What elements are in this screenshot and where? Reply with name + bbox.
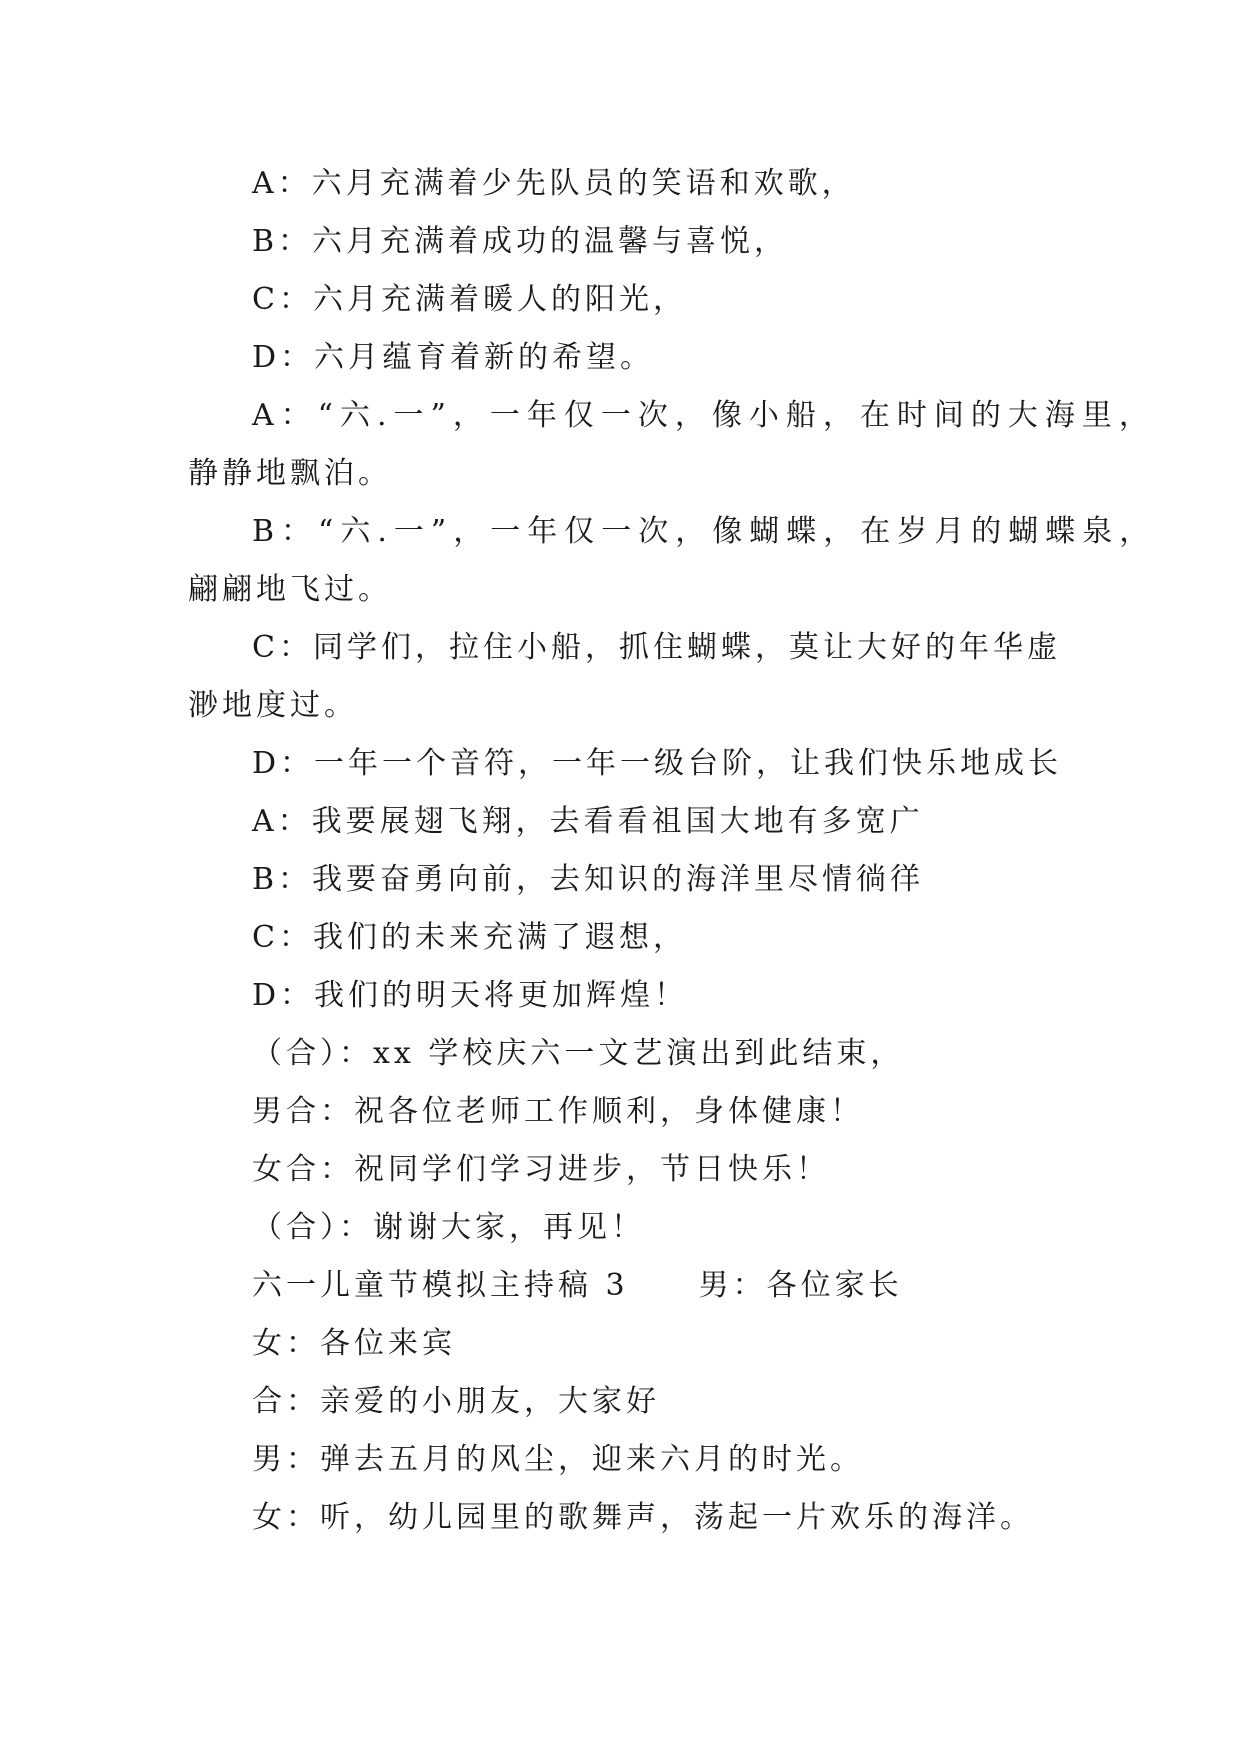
script-line: C：六月充满着暖人的阳光， bbox=[252, 282, 687, 317]
section-heading-line bbox=[188, 1257, 1068, 1315]
script-line: C：我们的未来充满了遐想， bbox=[252, 920, 687, 955]
script-line-continued: 翩翩地飞过。 bbox=[188, 572, 392, 607]
script-line: 男合：祝各位老师工作顺利，身体健康！ bbox=[252, 1094, 864, 1129]
script-line: B：“六.一”，一年仅一次，像蝴蝶，在岁月的蝴蝶泉， bbox=[252, 514, 1157, 549]
script-line: D：一年一个音符，一年一级台阶，让我们快乐地成长 bbox=[252, 746, 1063, 781]
script-line: （合）：谢谢大家，再见！ bbox=[252, 1210, 645, 1245]
script-line: 女：各位来宾 bbox=[252, 1326, 456, 1361]
script-line: 女：听，幼儿园里的歌舞声，荡起一片欢乐的海洋。 bbox=[252, 1500, 1034, 1535]
document-body bbox=[188, 155, 1157, 1547]
script-line-continued: 渺地度过。 bbox=[188, 688, 358, 723]
script-line: A：我要展翅飞翔，去看看祖国大地有多宽广 bbox=[252, 804, 924, 839]
section-heading: 六一儿童节模拟主持稿 3 bbox=[252, 1268, 629, 1303]
script-line: C：同学们，拉住小船，抓住蝴蝶，莫让大好的年华虚 bbox=[252, 630, 1061, 665]
script-line: A：六月充满着少先队员的笑语和欢歌， bbox=[252, 166, 856, 201]
script-line: 合：亲爱的小朋友，大家好 bbox=[252, 1384, 660, 1419]
script-line: 男：弹去五月的风尘，迎来六月的时光。 bbox=[252, 1442, 864, 1477]
script-line: D：我们的明天将更加辉煌！ bbox=[252, 978, 689, 1013]
script-line: B：我要奋勇向前，去知识的海洋里尽情徜徉 bbox=[252, 862, 925, 897]
script-line: B：六月充满着成功的温馨与喜悦， bbox=[252, 224, 789, 259]
script-line-continued: 静静地飘泊。 bbox=[188, 456, 392, 491]
script-line: A：“六.一”，一年仅一次，像小船，在时间的大海里， bbox=[252, 398, 1156, 433]
script-line: （合）：xx 学校庆六一文艺演出到此结束， bbox=[252, 1036, 905, 1071]
script-line-inline: 男：各位家长 bbox=[698, 1268, 903, 1303]
script-line: D：六月蕴育着新的希望。 bbox=[252, 340, 655, 375]
script-line: 女合：祝同学们学习进步，节日快乐！ bbox=[252, 1152, 830, 1187]
